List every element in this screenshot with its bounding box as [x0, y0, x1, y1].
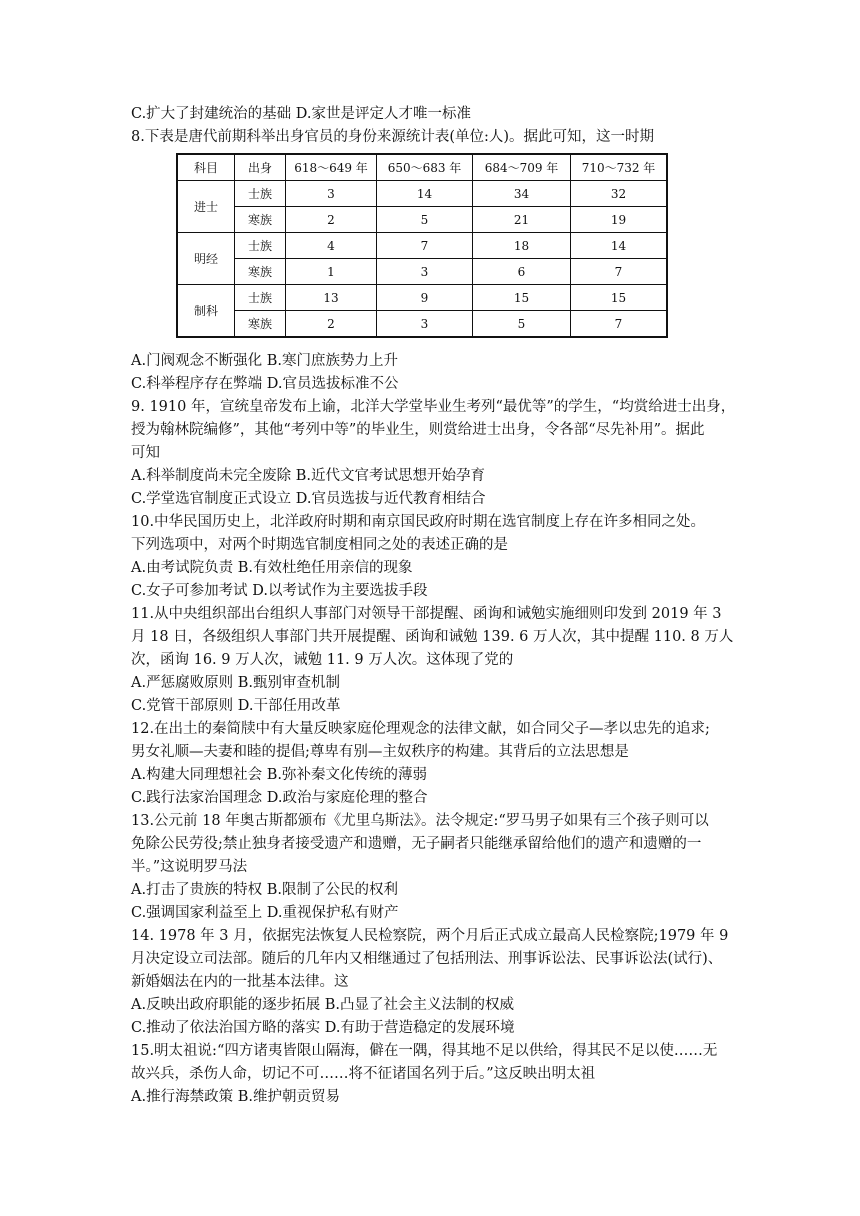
q7-options-cd: C.扩大了封建统治的基础 D.家世是评定人才唯一标准: [131, 106, 472, 122]
table-cell: 18: [473, 233, 571, 259]
q9-options-ab: A.科举制度尚未完全废除 B.近代文官考试思想开始孕育: [131, 468, 485, 484]
q14-options-cd: C.推动了依法治国方略的落实 D.有助于营造稳定的发展环境: [131, 1020, 515, 1036]
table-cell: 7: [377, 233, 473, 259]
table-row: [177, 207, 667, 233]
table-row: [177, 311, 667, 338]
table-header-cell: 科目: [177, 154, 235, 181]
q9-stem-line-2: 授为翰林院编修”，其他“考列中等”的毕业生，则赏给进士出身，令各部“尽先补用”。据此: [131, 422, 705, 438]
keju-official-origin-table: [176, 153, 668, 338]
origin-cell: 寒族: [235, 311, 286, 338]
q14-stem-line-2: 月决定设立司法部。随后的几年内又相继通过了包括刑法、刑事诉讼法、民事诉讼法(试行)、: [131, 951, 723, 967]
table-cell: 6: [473, 259, 571, 285]
q11-stem-line-2: 月 18 日，各级组织人事部门共开展提醒、函询和诫勉 139. 6 万人次，其中提醒 110. 8 万人: [131, 629, 734, 645]
table-cell: 2: [286, 207, 377, 233]
q8-stem: 8.下表是唐代前期科举出身官员的身份来源统计表(单位:人)。据此可知，这一时期: [131, 129, 655, 145]
q13-options-ab: A.打击了贵族的特权 B.限制了公民的权利: [131, 882, 398, 898]
q13-stem-line-1: 13.公元前 18 年奥古斯都颁布《尤里乌斯法》。法令规定:“罗马男子如果有三个孩子则可以: [131, 813, 709, 829]
q15-stem-line-2: 故兴兵，杀伤人命，切记不可……将不征诸国名列于后。”这反映出明太祖: [131, 1066, 596, 1082]
q10-options-cd: C.女子可参加考试 D.以考试作为主要选拔手段: [131, 583, 428, 599]
q10-stem-line-2: 下列选项中，对两个时期选官制度相同之处的表述正确的是: [131, 537, 508, 553]
table-cell: 21: [473, 207, 571, 233]
table-cell: 7: [571, 311, 668, 338]
subject-cell: 制科: [177, 285, 235, 338]
origin-cell: 寒族: [235, 207, 286, 233]
q9-options-cd: C.学堂选官制度正式设立 D.官员选拔与近代教育相结合: [131, 491, 486, 507]
table-header-cell: 出身: [235, 154, 286, 181]
table-cell: 1: [286, 259, 377, 285]
origin-cell: 士族: [235, 233, 286, 259]
origin-cell: 士族: [235, 181, 286, 207]
q15-options-ab: A.推行海禁政策 B.维护朝贡贸易: [131, 1089, 340, 1105]
q10-options-ab: A.由考试院负责 B.有效杜绝任用亲信的现象: [131, 560, 413, 576]
q10-stem-line-1: 10.中华民国历史上，北洋政府时期和南京国民政府时期在选官制度上存在许多相同之处。: [131, 514, 706, 530]
table-cell: 3: [377, 311, 473, 338]
q12-stem-line-1: 12.在出土的秦简牍中有大量反映家庭伦理观念的法律文献，如合同父子—孝以忠先的追求;: [131, 721, 710, 737]
origin-cell: 寒族: [235, 259, 286, 285]
table-cell: 34: [473, 181, 571, 207]
table-cell: 9: [377, 285, 473, 311]
q11-options-cd: C.党管干部原则 D.干部任用改革: [131, 698, 341, 714]
table-cell: 14: [571, 233, 668, 259]
table-cell: 5: [377, 207, 473, 233]
q9-stem-line-3: 可知: [131, 445, 160, 461]
q13-options-cd: C.强调国家利益至上 D.重视保护私有财产: [131, 905, 399, 921]
table-cell: 15: [571, 285, 668, 311]
q14-stem-line-1: 14. 1978 年 3 月，依据宪法恢复人民检察院，两个月后正式成立最高人民检察院;1979 年 9: [131, 928, 729, 944]
q14-options-ab: A.反映出政府职能的逐步拓展 B.凸显了社会主义法制的权威: [131, 997, 514, 1013]
q12-options-ab: A.构建大同理想社会 B.弥补秦文化传统的薄弱: [131, 767, 427, 783]
table-cell: 3: [286, 181, 377, 207]
table-header-cell: 618～649 年: [286, 154, 377, 181]
subject-cell: 明经: [177, 233, 235, 285]
table-cell: 14: [377, 181, 473, 207]
q12-stem-line-2: 男女礼顺—夫妻和睦的提倡;尊卑有别—主奴秩序的构建。其背后的立法思想是: [131, 744, 629, 760]
table-header-cell: 710～732 年: [571, 154, 668, 181]
q9-stem-line-1: 9. 1910 年，宣统皇帝发布上谕，北洋大学堂毕业生考列“最优等”的学生，“均赏给进士出身，: [131, 399, 736, 415]
q11-stem-line-3: 次，函询 16. 9 万人次，诫勉 11. 9 万人次。这体现了党的: [131, 652, 514, 668]
table-header-cell: 684～709 年: [473, 154, 571, 181]
table-row: [177, 285, 667, 311]
table-row: [177, 233, 667, 259]
q14-stem-line-3: 新婚姻法在内的一批基本法律。这: [131, 974, 349, 990]
table-row: [177, 259, 667, 285]
subject-cell: 进士: [177, 181, 235, 233]
table-cell: 3: [377, 259, 473, 285]
table-cell: 13: [286, 285, 377, 311]
table-header-cell: 650～683 年: [377, 154, 473, 181]
q15-stem-line-1: 15.明太祖说:“四方诸夷皆限山隔海，僻在一隅，得其地不足以供给，得其民不足以使……无: [131, 1043, 718, 1059]
table-row: [177, 181, 667, 207]
q8-options-ab: A.门阀观念不断强化 B.寒门庶族势力上升: [131, 353, 398, 369]
table-cell: 32: [571, 181, 668, 207]
q11-stem-line-1: 11.从中央组织部出台组织人事部门对领导干部提醒、函询和诫勉实施细则印发到 2019 年 3: [131, 606, 722, 622]
q8-options-cd: C.科举程序存在弊端 D.官员选拔标准不公: [131, 376, 399, 392]
q12-options-cd: C.践行法家治国理念 D.政治与家庭伦理的整合: [131, 790, 428, 806]
table-cell: 4: [286, 233, 377, 259]
table-cell: 15: [473, 285, 571, 311]
origin-cell: 士族: [235, 285, 286, 311]
table-cell: 7: [571, 259, 668, 285]
table-cell: 5: [473, 311, 571, 338]
q13-stem-line-2: 免除公民劳役;禁止独身者接受遗产和遗赠，无子嗣者只能继承留给他们的遗产和遗赠的一: [131, 836, 702, 852]
q13-stem-line-3: 半。”这说明罗马法: [131, 859, 248, 875]
table-cell: 19: [571, 207, 668, 233]
table-cell: 2: [286, 311, 377, 338]
table-header-row: [177, 154, 667, 181]
q11-options-ab: A.严惩腐败原则 B.甄别审查机制: [131, 675, 340, 691]
